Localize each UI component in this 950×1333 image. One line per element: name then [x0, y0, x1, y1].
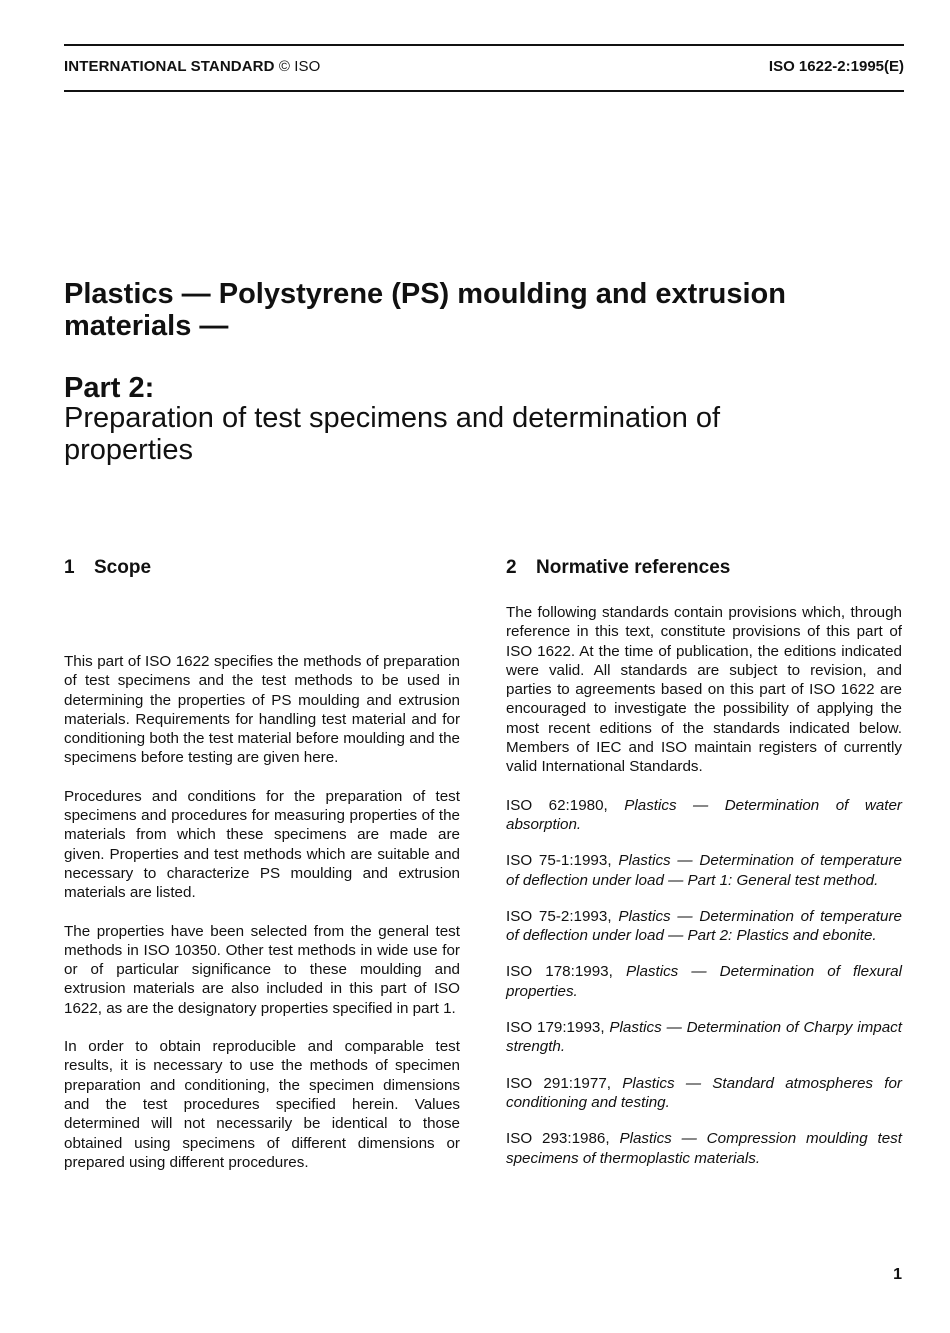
- scope-paragraph: This part of ISO 1622 specifies the methods of preparation of test specimens and the test methods to be used in determining the properties of PS moulding and extrusion materials. Requirements for handling test material and for conditioning both the test material before moulding and the specimens before testing are given here.: [64, 653, 460, 767]
- reference-code: ISO 75-2:1993,: [506, 907, 612, 925]
- reference-item: [506, 796, 902, 835]
- scope-paragraph: In order to obtain reproducible and comparable test results, it is necessary to use the methods of specimen preparation and conditioning, the specimen dimensions and the test procedures specified herein. Values determined will not necessarily be identical to those obtained using specimens of different dimensions or prepared using different procedures.: [64, 1038, 460, 1171]
- part-label: Part 2:: [64, 372, 155, 404]
- reference-item: [506, 962, 902, 1001]
- reference-code: ISO 75-1:1993,: [506, 852, 612, 870]
- section-heading-scope: [64, 557, 151, 579]
- reference-code: ISO 178:1993,: [506, 963, 613, 981]
- header-top-rule: [64, 44, 904, 46]
- reference-title: Plastics — Determination of Charpy impact strength.: [506, 1019, 902, 1056]
- references-intro: The following standards contain provisions which, through reference in this text, constitute provisions of this part of ISO 1622. At the time of publication, the editions indicated were valid. All standards are subject to revision, and parties to agreements based on this part of ISO 1622 are encouraged to investigate the possibility of applying the most recent editions of the standards indicated below. Members of IEC and ISO maintain registers of currently valid International Standards.: [506, 604, 902, 776]
- section-number: 2: [506, 557, 517, 578]
- reference-code: ISO 179:1993,: [506, 1019, 605, 1037]
- reference-item: [506, 1074, 902, 1113]
- document-title: Plastics — Polystyrene (PS) moulding and extrusion materials —: [64, 278, 786, 342]
- header-bottom-rule: [64, 90, 904, 92]
- section-title: Scope: [94, 557, 152, 578]
- reference-title: Plastics — Determination of flexural properties.: [506, 963, 902, 1000]
- section-heading-normative-references: [506, 557, 730, 579]
- reference-title: Plastics — Determination of temperature of deflection under load — Part 2: Plastics and ebonite.: [506, 907, 902, 945]
- page-number: 1: [893, 1266, 902, 1283]
- header-standard-type: INTERNATIONAL STANDARD: [64, 58, 275, 75]
- header-standard-label: [64, 58, 320, 75]
- header-document-number: ISO 1622-2:1995(E): [768, 58, 904, 75]
- normative-references-column: [506, 603, 902, 1185]
- header-copyright-mark: © ISO: [278, 58, 321, 75]
- reference-title: Plastics — Compression moulding test specimens of thermoplastic materials.: [506, 1130, 902, 1167]
- scope-paragraph: The properties have been selected from the general test methods in ISO 10350. Other test methods in wide use for or of particular significance to these moulding and extrusion materials are also included in this part of ISO 1622, as are the designatory properties specified in part 1.: [64, 922, 460, 1017]
- reference-title: Plastics — Determination of water absorption.: [506, 796, 902, 833]
- part-subtitle: Preparation of test specimens and determination of properties: [64, 402, 721, 466]
- section-number: 1: [64, 557, 75, 578]
- scope-paragraph: Procedures and conditions for the preparation of test specimens and procedures for measuring properties of the materials from which these specimens are made are given. Properties and test methods which are suitable and necessary to characterize PS moulding and extrusion materials are listed.: [64, 787, 460, 902]
- reference-title: Plastics — Standard atmospheres for conditioning and testing.: [506, 1074, 902, 1111]
- reference-item: [506, 1129, 902, 1168]
- reference-item: [506, 907, 902, 946]
- reference-code: ISO 291:1977,: [506, 1074, 611, 1092]
- reference-title: Plastics — Determination of temperature of deflection under load — Part 1: General test method.: [506, 852, 902, 889]
- scope-column: [64, 652, 460, 1191]
- section-title: Normative references: [536, 557, 731, 578]
- reference-item: [506, 851, 902, 890]
- reference-code: ISO 293:1986,: [506, 1130, 610, 1148]
- reference-code: ISO 62:1980,: [506, 796, 608, 814]
- reference-item: [506, 1018, 902, 1057]
